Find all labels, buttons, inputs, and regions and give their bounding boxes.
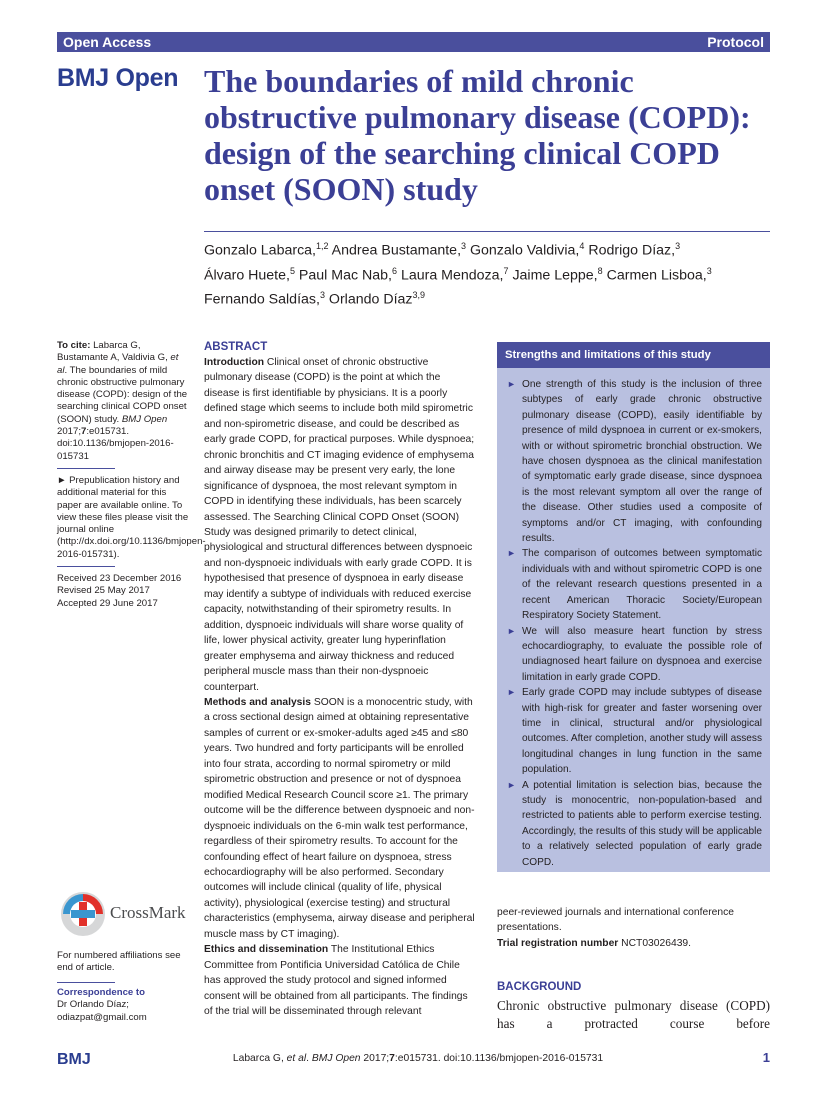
author-name: Andrea Bustamante, [328, 242, 462, 259]
sidebar-divider [57, 982, 115, 983]
author-name: Jaime Leppe, [508, 267, 598, 284]
cite-etal: et al [57, 352, 179, 376]
dissemination-text: peer-reviewed journals and international conference presentations. [497, 907, 734, 934]
correspondence [57, 982, 189, 1024]
author-line [204, 285, 774, 310]
title-line: The boundaries of mild chronic [204, 63, 634, 99]
footer-cite-text: 2017; [360, 1053, 390, 1064]
background-text: Chronic obstructive pulmonary disease (COPD) has a protracted course before [497, 998, 770, 1031]
author-name: Paul Mac Nab, [294, 267, 392, 284]
strengths-list-item [505, 377, 762, 546]
bmj-footer-logo: BMJ [57, 1051, 91, 1068]
header-bar [57, 32, 770, 52]
cite-text: Labarca G, Bustamante A, Valdivia G, [57, 340, 171, 364]
journal-logo: BMJ Open [57, 64, 179, 92]
strengths-item-text: A potential limitation is selection bias, because the study is monocentric, non-population-based and restricted to patients able to perform exercise testing. Accordingly, the results of this study will be applicable to a relatively selected population of early grade COPD. [522, 779, 762, 868]
bullet-arrow-icon: ► [507, 687, 516, 698]
author-name: Laura Mendoza, [397, 267, 504, 284]
strengths-limitations-box [497, 342, 770, 872]
article-type-label: Protocol [707, 34, 764, 50]
sidebar-divider [57, 468, 115, 469]
bullet-arrow-icon: ► [507, 625, 516, 636]
abstract-introduction [204, 355, 478, 695]
abstract-continuation [497, 905, 770, 951]
title-line: design of the searching clinical COPD [204, 135, 720, 171]
footer-cite-journal: BMJ Open [311, 1053, 361, 1064]
cite-text: 2017; [57, 426, 82, 438]
author-name: Fernando Saldías, [204, 292, 320, 309]
cite-volume: 7 [81, 426, 87, 438]
bullet-arrow-icon: ► [507, 548, 516, 559]
received-date: Received 23 December 2016 [57, 573, 182, 585]
bullet-arrow-icon: ► [507, 779, 516, 790]
footer-citation [204, 1053, 632, 1064]
author-affiliation: 8 [597, 265, 603, 276]
abstract-heading: ABSTRACT [204, 341, 268, 353]
author-affiliation: 6 [391, 265, 397, 276]
abstract [204, 341, 478, 1019]
correspondence-name: Dr Orlando Díaz; [57, 999, 129, 1011]
author-affiliation: 4 [579, 241, 585, 251]
article-title [204, 63, 784, 207]
author-name: Gonzalo Valdivia, [466, 242, 580, 259]
author-affiliation: 3 [675, 241, 681, 251]
footer-cite-text: . [306, 1053, 312, 1064]
strengths-list-item [505, 778, 762, 870]
strengths-item-text: We will also measure heart function by stress echocardiography, to evaluate the possible role of undiagnosed heart failure on dyspnoea and exercise limitation in early grade COPD. [522, 625, 762, 683]
author-line [204, 261, 774, 286]
author-affiliation: 3 [706, 265, 712, 276]
methods-text: SOON is a monocentric study, with a cross sectional design aimed at obtaining representative samples of current or ex-smoker-adults aged ≥45 and ≤80 years. Two hundred and forty participants will be enrolled into four strata, according to normal spirometry or mild spirometric obstruction and presence or not of dyspnoea modified Medical Research Council score ≥1. The primary outcome will be the difference between dyspnoeic and non-dyspnoeic individuals on the 6-min walk test performance, regardless of their spirometry results. To account for the confounding effect of heart failure on dyspnoea, stress echocardiography will be also performed. Secondary outcomes will include clinical (quality of life, physical activity), physiological (exercise testing) and structural characteristics (emphysema, airway disease and peripheral muscle mass by CT imaging). [204, 696, 475, 940]
title-line: obstructive pulmonary disease (COPD): [204, 99, 751, 135]
footer-cite-text: Labarca G, [232, 1053, 287, 1064]
trial-registration [497, 936, 770, 951]
abstract-methods [204, 695, 478, 942]
abstract-ethics [204, 942, 478, 1019]
author-affiliation: 1,2 [316, 241, 329, 251]
author-affiliation: 3,9 [412, 290, 426, 301]
author-name: Carmen Lisboa, [602, 267, 707, 284]
accepted-date: Accepted 29 June 2017 [57, 597, 158, 609]
cite-journal: BMJ Open [121, 413, 168, 425]
page-number: 1 [762, 1050, 770, 1065]
cite-label: To cite: [57, 340, 91, 351]
strengths-list-item [505, 685, 762, 777]
strengths-item-text: Early grade COPD may include subtypes of disease with high-risk for greater and faster worsening over time in clinical, structural and/or physiological outcomes. After completion, another study will assess longitudinal changes in lung function in the same population. [522, 687, 762, 776]
author-name: Álvaro Huete, [204, 267, 290, 284]
bullet-arrow-icon: ► [507, 379, 516, 389]
author-name: Rodrigo Díaz, [584, 242, 676, 259]
cite-text: . The boundaries of mild chronic obstructive pulmonary disease (COPD): design of the searching clinical COPD onset (SOON) study. [57, 364, 188, 425]
cite-doi[interactable]: :e015731. doi:10.1136/bmjopen-2016-015731 [57, 426, 174, 462]
strengths-box-title: Strengths and limitations of this study [497, 342, 770, 368]
open-access-label: Open Access [63, 34, 152, 50]
footer-cite-volume: 7 [389, 1053, 395, 1064]
intro-text: Clinical onset of chronic obstructive pulmonary disease (COPD) is the point at which the disease is first identifiable by physicians. It is a poorly defined stage which seems to include both mild spirometric and non-spirometric disease, and could be described as early grade COPD, for practical purposes. While dyspnoea; chronic bronchitis and CT imaging evidence of emphysema and airway disease may be present very early, the lone significance of dyspnoea, the most relevant symptom in COPD in identifying these individuals, has been scarcely assessed. The Searching Clinical COPD Onset (SOON) Study was designed primarily to detect clinical, physiological and structural differences between dyspnoeic and non-dyspnoeic individuals with early grade COPD. It is hypothesised that presence of dyspnoea in early disease may identify a subtype of individuals with reduced exercise capacity, notwithstanding of their spirometry results. In addition, dyspnoeic individuals will share worse quality of life, lower physical activity, greater lung hyperinflation greater emphysema and airway thickness and reduced peripheral muscle mass than their non-dyspnoeic counterpart. [204, 357, 475, 693]
author-name: Gonzalo Labarca, [204, 242, 316, 259]
footer-cite-doi: :e015731. doi:10.1136/bmjopen-2016-015731 [394, 1053, 604, 1064]
crossmark-label: CrossMark [110, 903, 186, 922]
sidebar-divider [57, 566, 115, 567]
crossmark-badge[interactable] [57, 888, 189, 940]
author-affiliation: 3 [319, 290, 325, 301]
trial-number: NCT03026439. [618, 937, 692, 949]
strengths-item-text: One strength of this study is the inclusion of three subtypes of early grade chronic obstructive pulmonary disease (COPD), easily identifiable by presence of mild dyspnoea in current or ex-smokers, with or without spirometric bronchial obstruction. We have chosen dyspnoea as the clinical manifestation of symptomatic early grade disease, since dyspnoea is the most relevant symptom all over the range of the disease. Other studies used a composite of symptoms and/or CT imaging, with confounding results. [522, 379, 762, 545]
author-list [204, 236, 774, 310]
strengths-list [505, 377, 762, 870]
prepub-note[interactable]: ► Prepublication history and additional material for this paper are available online. To view these files please visit the journal online (http://dx.doi.org/10.1136/bmjopen-2016-015731). [57, 474, 206, 560]
strengths-list-item [505, 546, 762, 623]
correspondence-email[interactable]: odiazpat@gmail.com [57, 1011, 147, 1023]
crossmark-icon [59, 890, 107, 938]
ethics-text: The Institutional Ethics Committee from Pontificia Universidad Católica de Chile has approved the study protocol and signed informed consent will be obtained from all participants. The findings of the trial will be disseminated through relevant [204, 944, 468, 1018]
citation-block [57, 340, 189, 463]
strengths-item-text: The comparison of outcomes between symptomatic individuals with and without spirometric COPD is one of the relevant research questions presented in a recent American Thoracic Society/European Respiratory Society Statement. [522, 548, 762, 622]
sidebar [57, 340, 206, 610]
author-affiliation: 3 [461, 241, 467, 251]
strengths-list-item [505, 624, 762, 686]
methods-label: Methods and analysis [204, 696, 312, 708]
intro-label: Introduction [204, 357, 265, 368]
affiliations-footnote: For numbered affiliations see end of article. [57, 950, 181, 974]
author-affiliation: 5 [289, 265, 295, 276]
revised-date: Revised 25 May 2017 [57, 585, 150, 597]
footer-cite-etal: et al [286, 1053, 307, 1064]
ethics-label: Ethics and dissemination [204, 944, 329, 956]
author-name: Orlando Díaz [324, 292, 413, 309]
correspondence-label: Correspondence to [57, 987, 145, 998]
author-line [204, 236, 774, 261]
background-heading: BACKGROUND [497, 981, 582, 993]
title-line: onset (SOON) study [204, 171, 478, 207]
trial-label: Trial registration number [497, 937, 619, 949]
title-divider [204, 231, 770, 232]
author-affiliation: 7 [503, 265, 509, 276]
